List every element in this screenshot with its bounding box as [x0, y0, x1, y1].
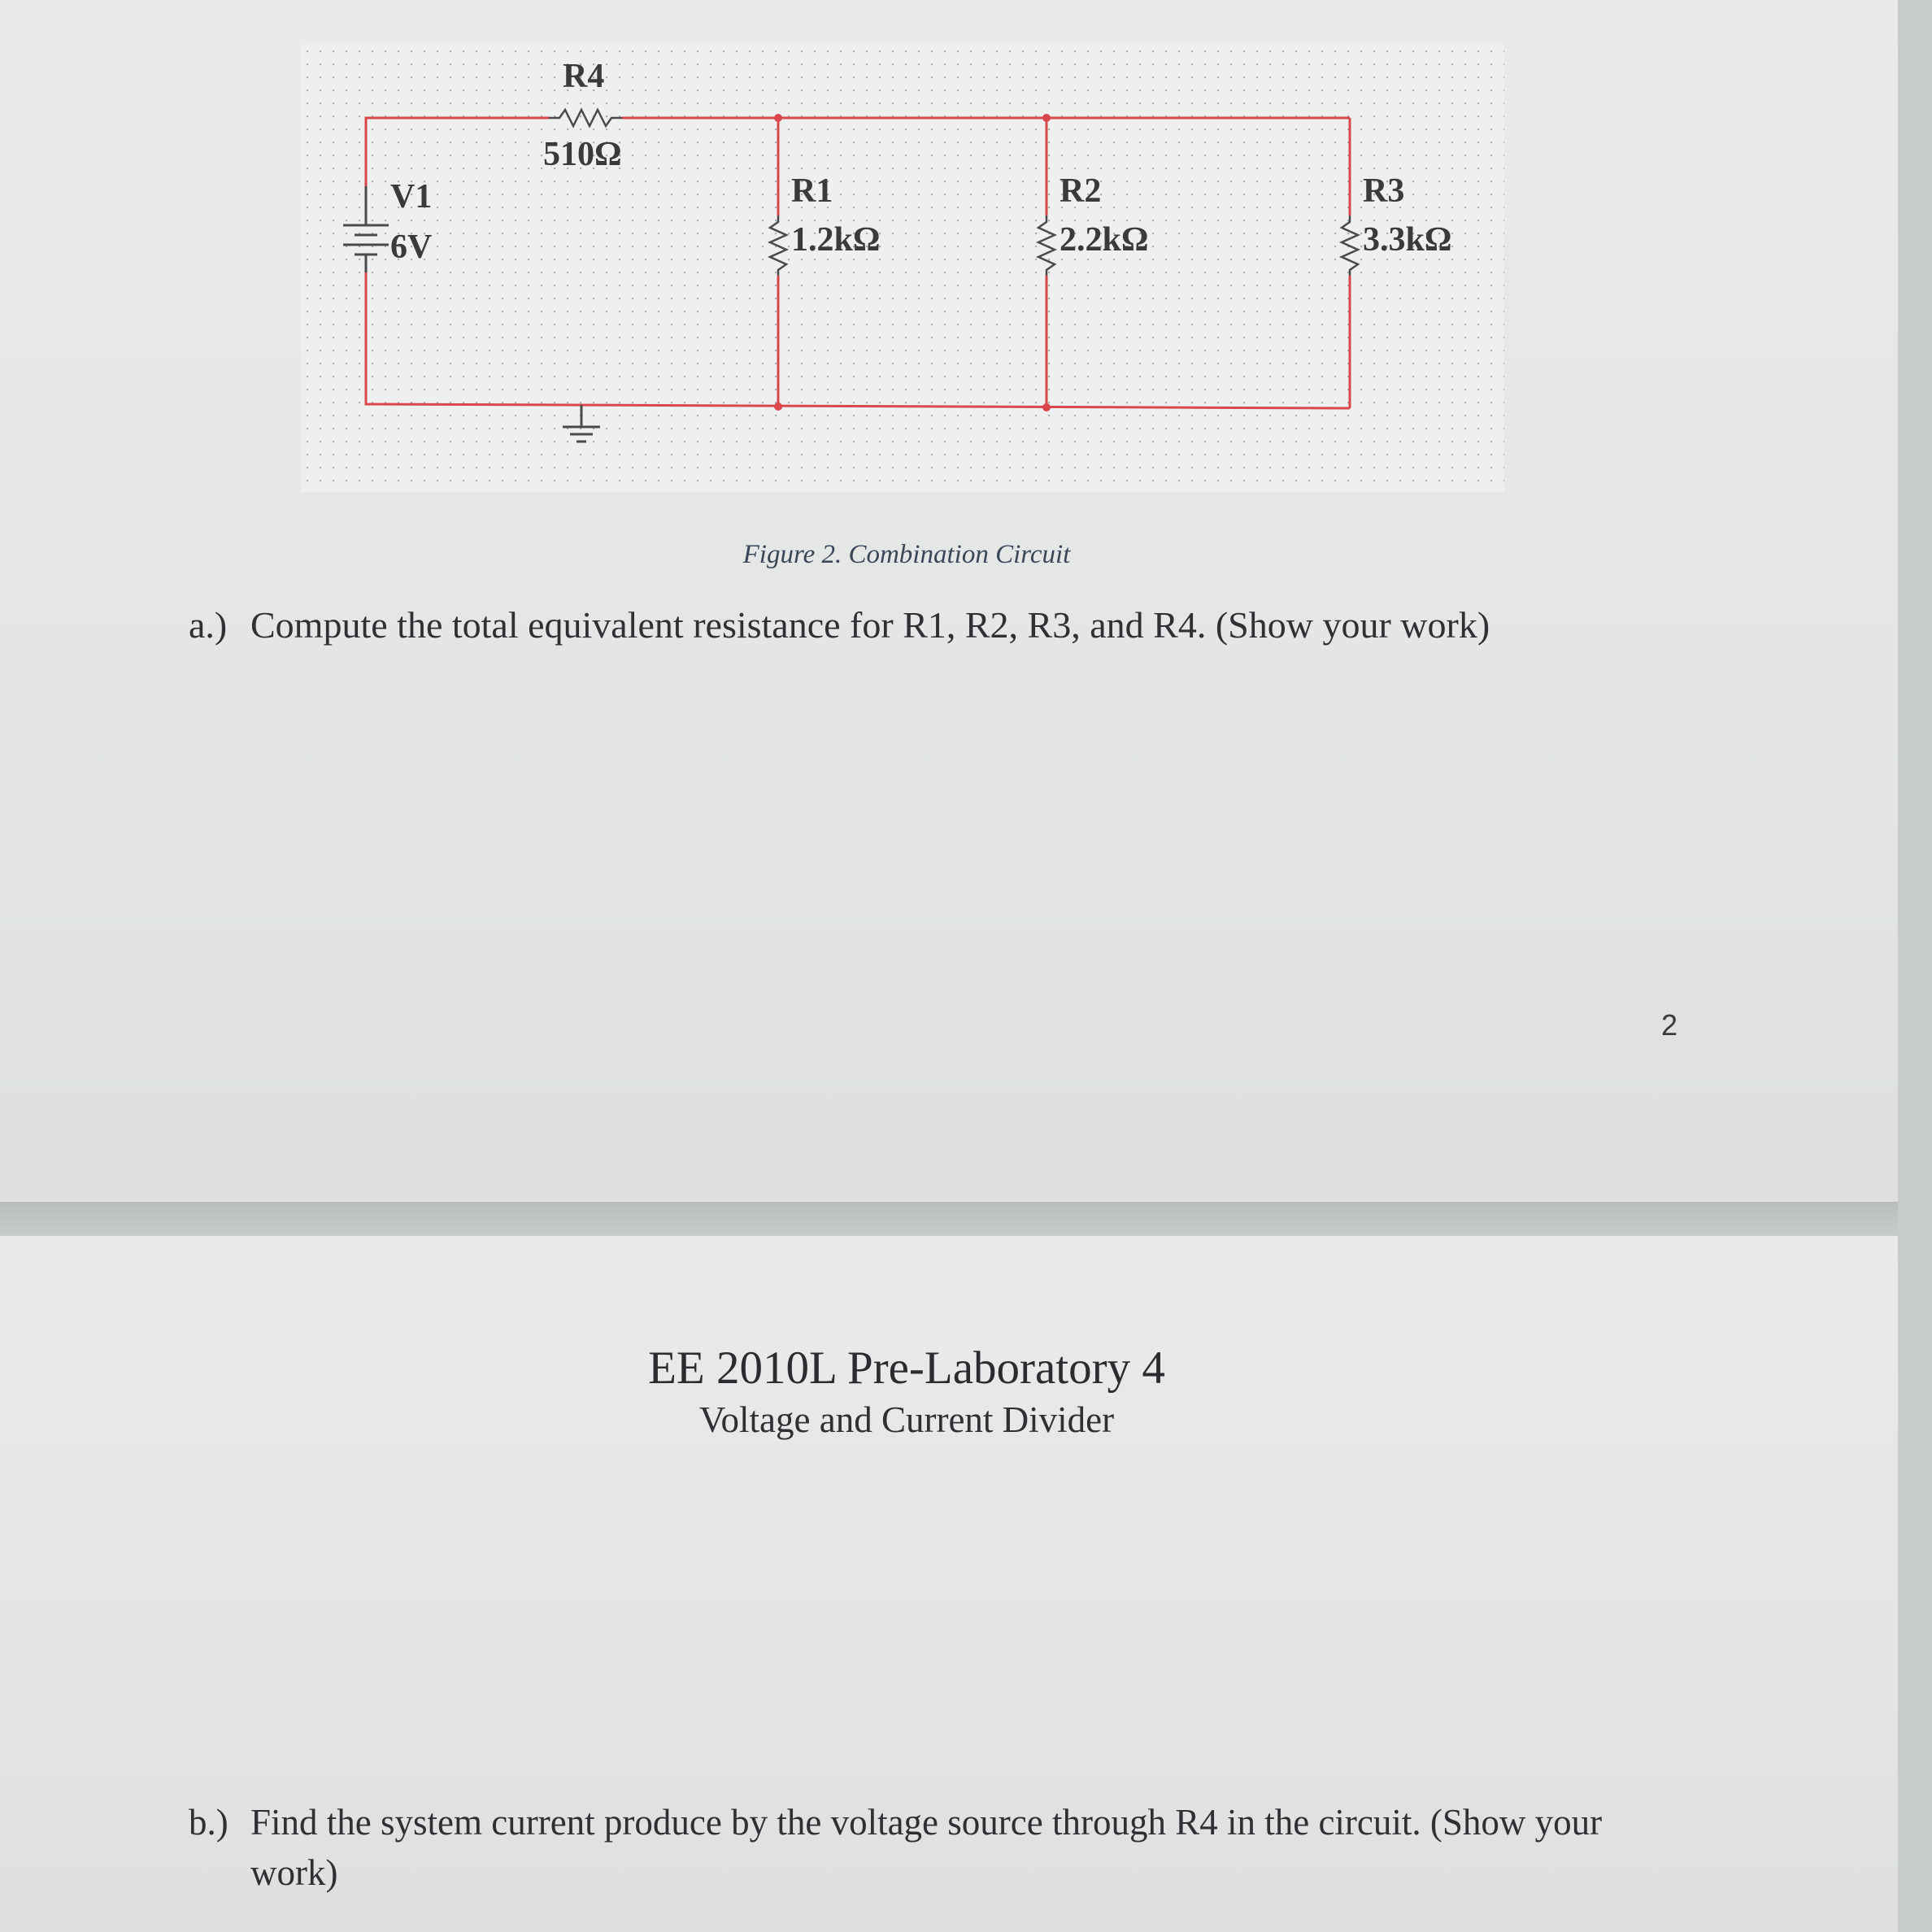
question-b-number: b.)	[189, 1802, 228, 1843]
page-number: 2	[1661, 1008, 1678, 1042]
viewer-right-edge	[1898, 0, 1932, 1932]
label-r4-name: R4	[563, 58, 605, 95]
label-r3-name: R3	[1363, 172, 1405, 210]
junction-r2-bottom	[1042, 403, 1051, 411]
label-v1-value: 6V	[390, 228, 433, 266]
question-a-text: Compute the total equivalent resistance for R1, R2, R3, and R4. (Show your work)	[250, 604, 1490, 646]
question-a-number: a.)	[189, 604, 228, 646]
question-a	[189, 603, 1490, 646]
combination-circuit-schematic	[301, 45, 1504, 492]
label-r4-value: 510Ω	[543, 136, 622, 173]
label-r2-name: R2	[1060, 172, 1102, 210]
junction-r1-top	[774, 114, 782, 122]
question-b-text: Find the system current produce by the voltage source through R4 in the circuit. (Show your	[250, 1802, 1603, 1843]
junction-r2-top	[1042, 114, 1051, 122]
label-v1-name: V1	[390, 178, 433, 215]
junction-r1-bottom	[774, 402, 782, 411]
page-separator	[0, 1202, 1932, 1236]
document-subtitle: Voltage and Current Divider	[698, 1399, 1115, 1440]
label-r2-value: 2.2kΩ	[1060, 221, 1149, 259]
label-r1-value: 1.2kΩ	[791, 221, 881, 259]
question-b	[189, 1797, 1717, 1898]
question-b-line-1	[189, 1797, 1717, 1847]
label-r1-name: R1	[791, 172, 833, 210]
label-r3-value: 3.3kΩ	[1363, 221, 1452, 259]
question-b-line-2: work)	[250, 1852, 338, 1893]
document-title: EE 2010L Pre-Laboratory 4	[648, 1342, 1165, 1394]
schematic-grid-dots	[301, 45, 1504, 492]
figure-caption: Figure 2. Combination Circuit	[742, 540, 1071, 569]
